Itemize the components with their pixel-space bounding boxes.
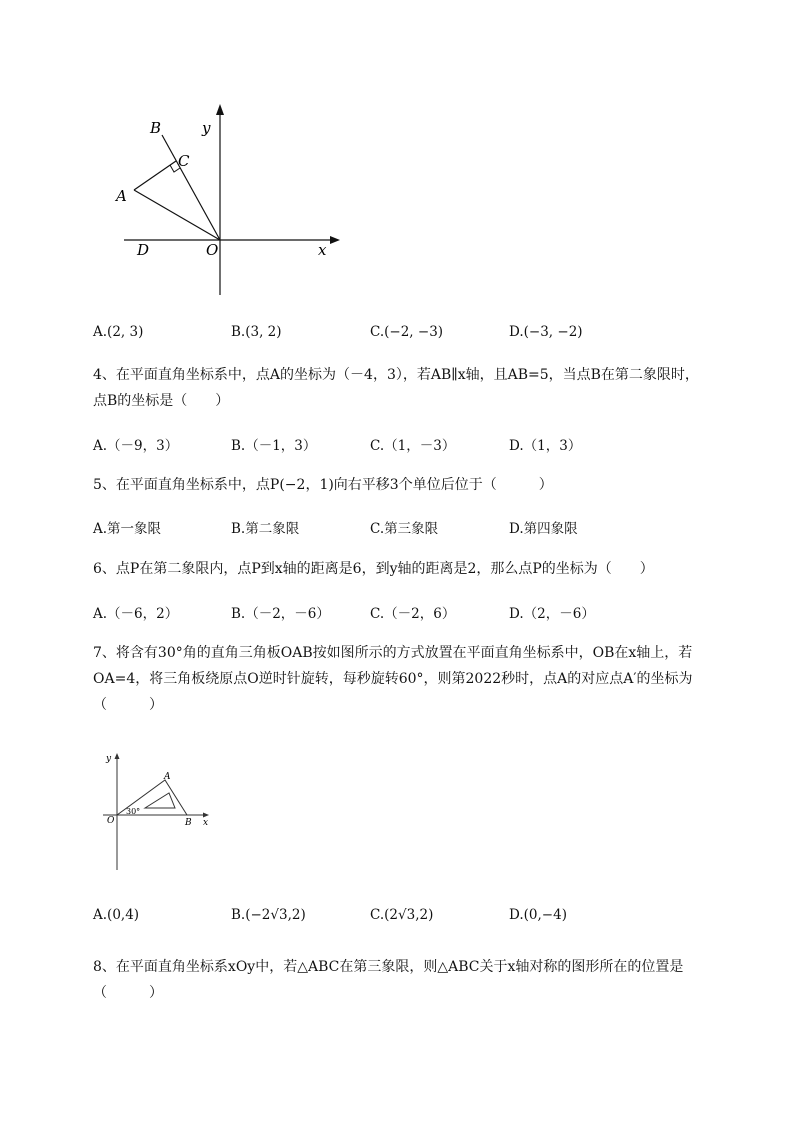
option-letter: C.: [370, 521, 385, 537]
option-text: (0,−4): [523, 907, 567, 923]
option-letter: C.: [370, 907, 385, 923]
question-text-line-1: 在平面直角坐标系中，点P(−2，1)向右平移3个单位后位于（ ）: [115, 477, 553, 493]
option-text: （1，－3）: [384, 438, 456, 454]
figure-2-inner-triangle: [145, 793, 175, 808]
option-text: (2√3,2): [384, 907, 434, 923]
option-text: (−2√3,2): [245, 907, 306, 923]
question-4: [93, 362, 733, 414]
q5-option-c[interactable]: [370, 517, 438, 537]
question-number: 6、: [93, 561, 116, 577]
option-text: (−2, −3): [384, 324, 444, 340]
q4-option-a[interactable]: [93, 434, 178, 454]
option-text: （1，3）: [523, 438, 582, 454]
q6-option-c[interactable]: [370, 602, 455, 622]
q5-option-d[interactable]: [509, 517, 578, 537]
question-number: 7、: [93, 645, 116, 661]
question-6: [93, 556, 733, 582]
option-text: (0,4): [107, 907, 140, 923]
q3-option-b[interactable]: [231, 324, 282, 340]
figure-2-label-a: A: [164, 772, 171, 782]
question-text-line-2: 点B的坐标是（ ）: [93, 393, 230, 409]
figure-1-y-arrow: [216, 104, 224, 115]
q6-option-d[interactable]: [509, 602, 595, 622]
option-letter: C.: [370, 438, 385, 454]
figure-2-y-arrow: [115, 753, 120, 759]
option-letter: B.: [231, 606, 246, 622]
figure-2-label-b: B: [185, 818, 192, 828]
figure-1-label-d: D: [137, 241, 150, 259]
figure-1-ray-ob: [162, 135, 220, 240]
option-letter: D.: [509, 438, 524, 454]
figure-2-triangle-diagram: [95, 745, 220, 875]
option-text: (3, 2): [245, 324, 282, 340]
question-number: 8、: [93, 959, 116, 975]
figure-1-coordinate-diagram: [110, 100, 350, 300]
option-letter: D.: [509, 521, 524, 537]
option-letter: B.: [231, 521, 246, 537]
option-text: （－2，－6）: [245, 606, 330, 622]
figure-2-label-x: x: [203, 818, 209, 828]
q7-option-b[interactable]: [231, 907, 306, 923]
option-text: （－1，3）: [245, 438, 317, 454]
q7-option-a[interactable]: [93, 907, 139, 923]
q4-option-d[interactable]: [509, 434, 581, 454]
figure-1-label-a: A: [116, 187, 127, 205]
option-text: (2, 3): [107, 324, 144, 340]
option-letter: B.: [231, 907, 246, 923]
q5-option-a[interactable]: [93, 517, 161, 537]
figure-2-label-angle: 30°: [126, 807, 141, 816]
option-text: 第二象限: [245, 521, 300, 537]
q3-option-c[interactable]: [370, 324, 443, 340]
option-text: 第三象限: [384, 521, 439, 537]
option-text: 第一象限: [107, 521, 162, 537]
figure-2-x-arrow: [203, 813, 209, 818]
question-8: [93, 954, 733, 1006]
figure-1-label-y: y: [202, 119, 211, 137]
q7-option-d[interactable]: [509, 907, 567, 923]
figure-2-label-y: y: [106, 754, 112, 764]
figure-2-label-o: O: [107, 816, 115, 826]
option-letter: D.: [509, 907, 524, 923]
option-letter: C.: [370, 324, 385, 340]
question-5: [93, 472, 733, 498]
option-letter: A.: [93, 438, 108, 454]
question-text-line-1: 将含有30°角的直角三角板OAB按如图所示的方式放置在平面直角坐标系中，OB在x轴上，若: [115, 645, 693, 661]
option-letter: A.: [93, 606, 108, 622]
option-text: 第四象限: [523, 521, 578, 537]
q3-option-d[interactable]: [509, 324, 583, 340]
figure-1-label-o: O: [206, 241, 219, 259]
option-letter: A.: [93, 907, 108, 923]
question-text-line-2: OA=4，将三角板绕原点O逆时针旋转，每秒旋转60°，则第2022秒时，点A的对应点A′的坐标为: [93, 671, 693, 687]
option-text: (−3, −2): [523, 324, 583, 340]
question-number: 4、: [93, 367, 116, 383]
figure-1-segment-oa: [134, 190, 220, 240]
q6-option-b[interactable]: [231, 602, 330, 622]
option-letter: C.: [370, 606, 385, 622]
q5-option-b[interactable]: [231, 517, 299, 537]
question-text-line-3: （ ）: [93, 697, 163, 713]
option-letter: D.: [509, 324, 524, 340]
figure-1-label-b: B: [150, 119, 162, 137]
figure-1-x-arrow: [330, 236, 340, 244]
question-text-line-1: 在平面直角坐标系中，点A的坐标为（－4，3），若AB∥x轴，且AB=5，当点B在第二象限时，: [115, 367, 699, 383]
question-text-line-1: 在平面直角坐标系xOy中，若△ABC在第三象限，则△ABC关于x轴对称的图形所在的位置是: [115, 959, 684, 975]
option-letter: B.: [231, 438, 246, 454]
option-text: （－2，6）: [384, 606, 456, 622]
question-text-line-1: 点P在第二象限内，点P到x轴的距离是6，到y轴的距离是2，那么点P的坐标为（ ）: [115, 561, 654, 577]
q3-option-a[interactable]: [93, 324, 143, 340]
option-text: （－9，3）: [107, 438, 179, 454]
option-letter: A.: [93, 521, 108, 537]
q4-option-b[interactable]: [231, 434, 316, 454]
option-text: （2，－6）: [523, 606, 595, 622]
figure-1-label-x: x: [318, 241, 327, 259]
option-text: （－6，2）: [107, 606, 179, 622]
figure-1-label-c: C: [178, 152, 190, 170]
option-letter: A.: [93, 324, 108, 340]
q7-option-c[interactable]: [370, 907, 433, 923]
q6-option-a[interactable]: [93, 602, 178, 622]
question-7: [93, 640, 733, 718]
option-letter: D.: [509, 606, 524, 622]
option-letter: B.: [231, 324, 246, 340]
q4-option-c[interactable]: [370, 434, 455, 454]
question-text-line-2: （ ）: [93, 985, 163, 1001]
question-number: 5、: [93, 477, 116, 493]
